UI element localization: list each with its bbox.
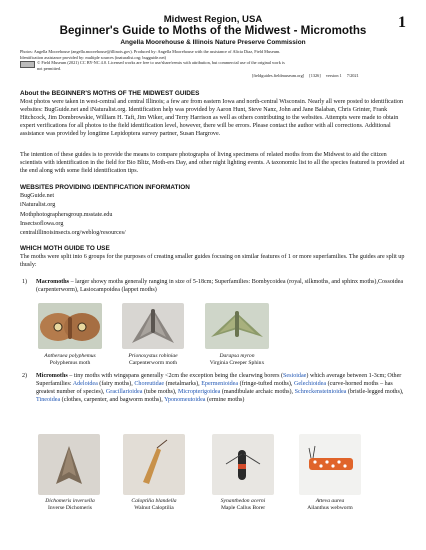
item-text: (mandibulate archaic moths),	[220, 388, 295, 395]
credits-line-1: Photos: Angella Moorehouse (angella.moorehouse@illinois.gov). Produced by: Angella Moorehouse with the assistance of Alicia Diaz, Field Museum.	[20, 49, 281, 54]
superfamily-link[interactable]: Micropterigoidea	[177, 388, 221, 395]
page-number: 1	[398, 14, 406, 31]
moth-photo-ailanthus-webworm	[299, 434, 361, 495]
item-text: (fringe-tufted moths),	[238, 380, 294, 387]
superfamily-link[interactable]: Sesioidae	[283, 373, 307, 379]
item-text: (bristle-legged moths),	[346, 388, 404, 395]
websites-heading: WEBSITES PROVIDING IDENTIFICATION INFORMATION	[20, 184, 190, 191]
guide-item-micromoths	[22, 373, 410, 405]
item-text: (fairy moths),	[97, 380, 135, 387]
website-list	[20, 192, 126, 238]
superfamily-link[interactable]: Yponomeutoidea	[164, 396, 206, 403]
superfamily-link[interactable]: Gelechioidea	[293, 380, 327, 387]
credits-block	[20, 49, 290, 71]
website-link[interactable]: Mothphotographersgroup.msstate.edu	[20, 211, 113, 218]
website-link[interactable]: Insectsoflowa.org	[20, 220, 64, 227]
item-number: 2)	[22, 373, 28, 379]
moth-photo-walnut-caloptilia	[123, 434, 185, 495]
item-term: Micromoths	[36, 373, 68, 379]
caption-scientific-name: Darapsa myron	[219, 353, 255, 359]
item-number: 1)	[22, 279, 28, 285]
caption-common-name: Walnut Caloptilia	[134, 505, 174, 511]
superfamily-link[interactable]: Schreckensteinioidea	[294, 388, 347, 395]
photo-caption	[193, 353, 281, 367]
item-description: – larger showy moths generally ranging in size of 5-18cm; Superfamilies: Bombycoidea (royal, silkmoths, and sphinx moths),Cossoidea (carpenterworm), Lasiocampoidea (lappet moths)	[36, 279, 404, 293]
caption-scientific-name: Caloptilia blandella	[131, 498, 177, 504]
photo-caption	[113, 353, 193, 367]
guide-item-macromoths	[22, 279, 410, 295]
photo-caption	[30, 498, 110, 512]
item-text: – tiny moths with wingspans generally <2cm the exception being the clearwing borers (	[67, 373, 284, 379]
site-link[interactable]: [fieldguides.fieldmuseum.org]	[252, 73, 305, 78]
caption-common-name: Inverse Dichomeris	[48, 505, 92, 511]
about-heading: About the BEGINNER'S MOTHS OF THE MIDWEST GUIDES	[20, 90, 200, 97]
moth-photo-carpenterworm	[122, 303, 184, 349]
photo-caption	[203, 498, 283, 512]
caption-scientific-name: Prionoxystus robiniae	[128, 353, 178, 359]
photo-caption	[30, 353, 110, 367]
item-term: Macromoths	[36, 279, 70, 285]
cc-license-icon	[20, 61, 35, 68]
caption-scientific-name: Atteva aurea	[315, 498, 345, 504]
photo-caption	[290, 498, 370, 512]
superfamily-link[interactable]: Adeloidea	[72, 380, 98, 387]
moth-photo-inverse-dichomeris	[38, 434, 100, 495]
website-link[interactable]: centralillinoisinsects.org/weblog/resources/	[20, 230, 126, 237]
superfamily-link[interactable]: Choreutidae	[134, 380, 165, 387]
item-text: (metalmarks),	[164, 380, 202, 387]
photo-caption	[114, 498, 194, 512]
region-heading: Midwest Region, USA	[163, 14, 263, 25]
item-text: ) which average between 1-3cm; Other Superfamilies:	[36, 373, 402, 387]
license-text: © Field Museum (2021) CC BY-NC 4.0. Licensed works are free to use/share/remix with attribution, but commercial use of the original work is not permitted.	[37, 60, 285, 71]
caption-common-name: Virginia Creeper Sphinx	[209, 360, 265, 366]
reference-line	[252, 73, 363, 78]
which-guide-heading: WHICH MOTH GUIDE TO USE	[20, 245, 110, 252]
guide-id: [1326]	[309, 73, 321, 78]
item-text: (clothes, carpenter, and bagworm moths),	[60, 396, 165, 403]
caption-common-name: Carpenterworm moth	[128, 360, 177, 366]
authors-line: Angella Moorehouse & Illinois Nature Preserve Commission	[120, 39, 306, 46]
credits-line-2: Identification assistance provided by: multiple sources (inaturalist.org; bugguide.net)	[20, 54, 167, 60]
caption-scientific-name: Dichomeris inversella	[45, 498, 95, 504]
caption-scientific-name: Synanthedon acerni	[220, 498, 266, 504]
superfamily-link[interactable]: Tineoidea	[36, 396, 61, 403]
item-text: (tube moths),	[142, 388, 178, 395]
about-paragraph-1: Most photos were taken in west-central and central Illinois; a few are from eastern Iowa and north-central Wisconsin. Nearly all were posted to identification websites: BugGuide.net and iNaturalist.org. Identification help was provided by Aaron Hunt, Steve Nanz, John and Jane Balaban, Chris Grinter, Frank Hitchcock, Jim Dombrowskie, William H. Taft, Jim Wiker, and Terry Harrison as well as others contributing to the websites. Attempts were made to obtain expert verifications for all photos to the field identification level, however, there will be errors. Please contact the author with all corrections. Additional assistance was provided by longtime Lepidoptera survey partner, Susan Hargrove.	[20, 99, 404, 137]
moth-photo-maple-callus-borer	[212, 434, 274, 495]
caption-common-name: Polyphemus moth	[49, 360, 91, 366]
caption-scientific-name: Antheraea polyphemus	[44, 353, 96, 359]
which-guide-paragraph: The moths were split into 6 groups for the purposes of creating smaller guides focusing on similar features of 1 or more superfamilies. The guides are split up thusly:	[20, 254, 405, 268]
website-link[interactable]: BugGuide.net	[20, 193, 55, 199]
superfamily-link[interactable]: Gracillarioidea	[105, 388, 143, 395]
date-label: 7/2021	[346, 73, 359, 78]
superfamily-link[interactable]: Epermenioidea	[201, 380, 239, 387]
moth-photo-virginia-creeper-sphinx	[205, 303, 269, 349]
about-paragraph-2: The intention of these guides is to provide the means to compare photographs of living specimens of related moths from the Midwest to aid the citizen scientists with identification in the field for Bio Blitz, Moth-ers Day, and other night lighting events. A taxonomic list to all the species featured is provided at the end along with some field identification tips.	[20, 152, 405, 174]
moth-photo-polyphemus	[38, 303, 102, 349]
caption-common-name: Maple Callus Borer	[220, 505, 266, 511]
guide-title: Beginner's Guide to Moths of the Midwest - Micromoths	[59, 24, 367, 37]
version-label: version 1	[325, 73, 342, 78]
item-text: (curve-horned moths – has greatest number of species),	[36, 380, 393, 395]
website-link[interactable]: iNaturalist.org	[20, 202, 56, 209]
caption-common-name: Ailanthus webworm	[307, 505, 353, 511]
item-text: (ermine moths)	[205, 396, 245, 403]
